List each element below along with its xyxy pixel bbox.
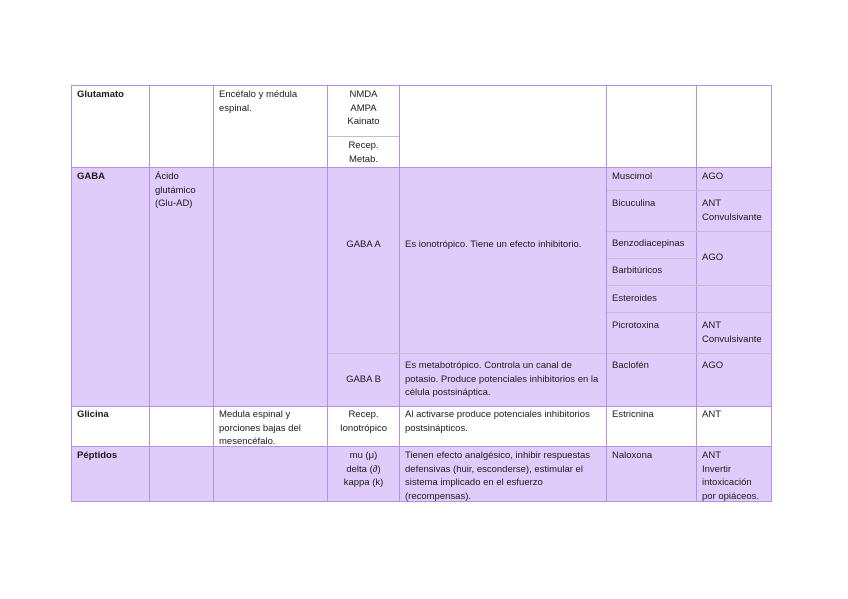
glutamato-receptors-ionotropic: NMDA AMPA Kainato [347,89,380,127]
gaba-precursor: Ácido glutámico (Glu-AD) [155,171,196,209]
effect-muscimol: AGO [702,171,724,182]
glicina-location: Medula espinal y porciones bajas del mesencéfalo. [219,409,301,447]
gaba-b-description: Es metabotrópico. Controla un canal de potasio. Produce potenciales inhibitorios en la célula postsináptica. [405,360,599,398]
effect-picrotoxina: ANT Convulsivante [702,320,762,345]
glicina-receptor: Recep. Ionotrópico [339,409,387,434]
drug-baclofen: Baclofén [612,360,649,371]
gaba-b-receptor: GABA B [346,374,381,385]
peptidos-receptors: mu (μ) delta (∂) kappa (k) [343,450,384,488]
neurotransmitter-glutamato: Glutamato [77,89,124,100]
effect-estricnina: ANT [702,409,721,420]
drug-picrotoxina: Picrotoxina [612,320,659,331]
gaba-a-description: Es ionotrópico. Tiene un efecto inhibitorio. [405,239,582,250]
drug-esteroides: Esteroides [612,293,657,304]
drug-estricnina: Estricnina [612,409,654,420]
drug-barbituricos: Barbitúricos [612,265,663,276]
effect-bicuculina: ANT Convulsivante [702,198,762,223]
drug-muscimol: Muscimol [612,171,653,182]
neurotransmitter-gaba: GABA [77,171,105,182]
neurotransmitter-peptidos: Péptidos [77,450,118,461]
drug-bicuculina: Bicuculina [612,198,656,209]
effect-baclofen: AGO [702,360,724,371]
glutamato-location: Encéfalo y médula espinal. [219,89,298,114]
glutamato-receptors-metab: Recep. Metab. [348,140,379,165]
gaba-a-receptor: GABA A [346,239,381,250]
peptidos-description: Tienen efecto analgésico, inhibir respuestas defensivas (huir, esconderse), estimular el sistema implicado en el esfuerzo (recompensas). [405,450,591,502]
drug-benzodiacepinas: Benzodiacepinas [612,238,685,249]
neurotransmitter-glicina: Glicina [77,409,109,420]
drug-naloxona: Naloxona [612,450,653,461]
effect-naloxona: ANT Invertir intoxicación por opiáceos. [702,450,760,502]
glicina-description: Al activarse produce potenciales inhibitorios postsinápticos. [405,409,590,434]
effect-benzodiacepinas-barbituricos: AGO [702,252,724,263]
